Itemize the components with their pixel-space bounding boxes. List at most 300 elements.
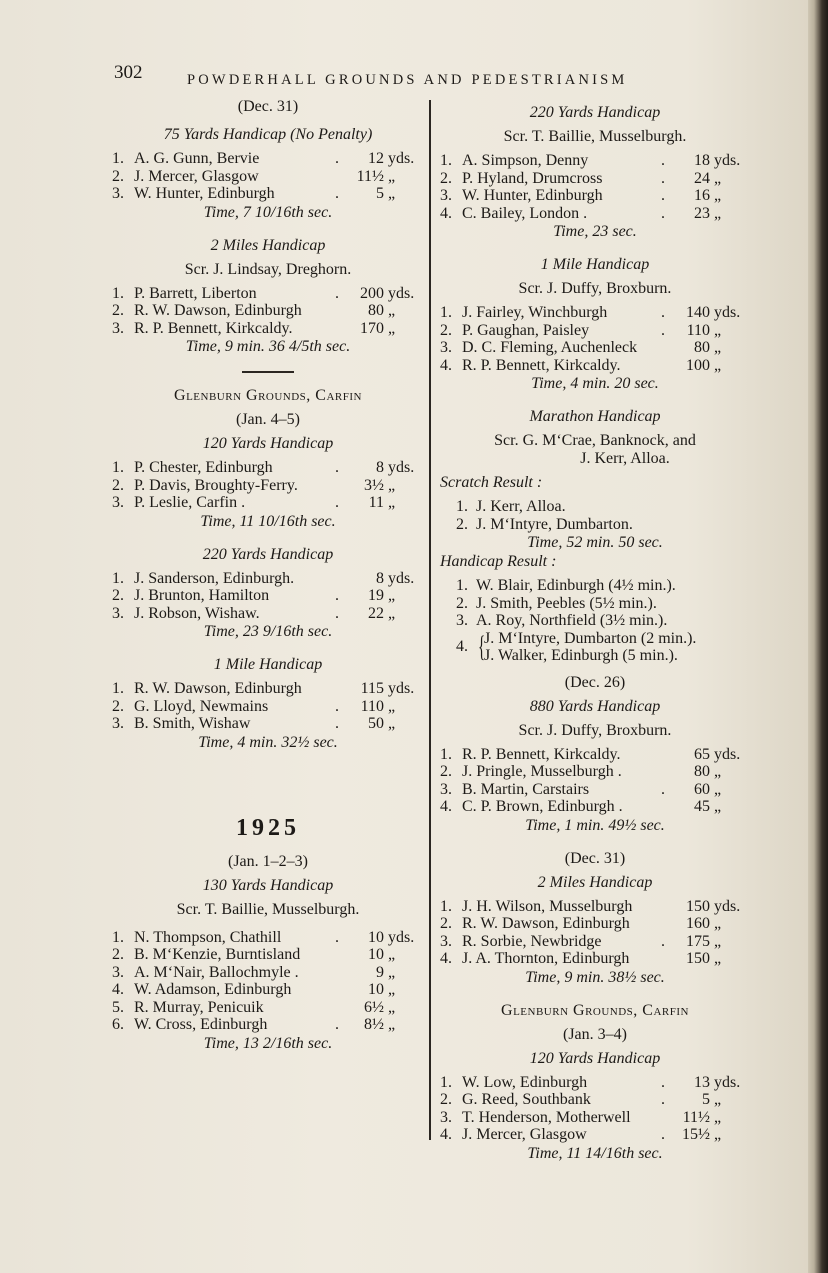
results-list [440, 898, 750, 968]
result-row [440, 781, 750, 799]
competitor-name: J. Mercer, Glasgow [462, 1126, 587, 1143]
time-line: Time, 7 10/16th sec. [203, 203, 333, 221]
brace-glyph: { [478, 629, 486, 663]
results-list [440, 1074, 750, 1144]
result-row [112, 999, 424, 1017]
competitor-name: J. Brunton, Hamilton [134, 587, 270, 604]
competitor-name: P. Barrett, Liberton [134, 284, 257, 302]
position-number: 1. [112, 284, 124, 302]
handicap-value: 18 [694, 152, 710, 169]
time-line: Time, 23 9/16th sec. [203, 623, 333, 640]
result-row [440, 798, 750, 816]
leader-dot: . [335, 494, 339, 511]
result-row [440, 516, 750, 534]
handicap-unit: „ [388, 319, 396, 337]
handicap-unit: „ [388, 981, 396, 998]
handicap-unit: „ [714, 915, 722, 932]
handicap-unit: „ [714, 321, 722, 339]
position-number: 2. [112, 476, 124, 494]
result-row [440, 152, 750, 170]
position-number: 2. [112, 302, 124, 319]
handicap-value: 13 [694, 1073, 710, 1091]
position-number: 2. [440, 169, 452, 187]
result-row [440, 1074, 750, 1092]
handicap-value: 23 [694, 204, 710, 222]
result-row [112, 964, 424, 982]
scratch-line: Scr. J. Lindsay, Dreghorn. [184, 260, 352, 278]
handicap-result-label: Handicap Result : [440, 553, 557, 570]
competitor-name: W. Hunter, Edinburgh [462, 187, 603, 204]
position-number: 2. [440, 321, 452, 339]
time-line: Time, 52 min. 50 sec. [527, 534, 663, 551]
position-number: 2. [456, 515, 468, 533]
handicap-unit: „ [388, 494, 396, 511]
result-row [112, 285, 424, 303]
handicap-value: 8 [376, 569, 384, 587]
result-row [112, 1016, 424, 1034]
handicap-value: 19 [368, 587, 384, 604]
tie-line: J. M‘Intyre, Dumbarton (2 min.). [484, 629, 697, 647]
handicap-value: 8 [376, 459, 384, 476]
event-title: 120 Yards Handicap [529, 1049, 661, 1067]
handicap-value: 50 [368, 715, 384, 732]
handicap-unit: „ [714, 356, 722, 374]
time-line: Time, 11 10/16th sec. [200, 512, 336, 530]
tie-lines [484, 630, 696, 664]
date-label: (Jan. 3–4) [563, 1025, 627, 1043]
right-column [440, 104, 750, 1164]
tie-line: J. Walker, Edinburgh (5 min.). [484, 646, 678, 664]
competitor-name: P. Hyland, Drumcross [462, 169, 603, 187]
result-row [440, 187, 750, 205]
result-row [440, 304, 750, 322]
position-number: 1. [440, 1073, 452, 1091]
result-row [440, 170, 750, 188]
position-number: 2. [112, 697, 124, 715]
handicap-unit: „ [714, 1126, 722, 1143]
handicap-unit: „ [388, 697, 396, 715]
handicap-unit: „ [388, 476, 396, 494]
position-number: 3. [112, 604, 124, 622]
position-number: 4. [440, 798, 452, 815]
competitor-name: G. Reed, Southbank [462, 1091, 591, 1108]
handicap-value: 170 [360, 319, 384, 337]
event-title: 2 Miles Handicap [537, 873, 653, 891]
handicap-value: 10 [368, 928, 384, 946]
event-title: 2 Miles Handicap [210, 236, 326, 254]
results-list [112, 680, 424, 733]
competitor-name: R. P. Bennett, Kirkcaldy. [134, 319, 293, 337]
handicap-unit: „ [388, 998, 396, 1016]
position-number: 1. [112, 459, 124, 476]
leader-dot: . [335, 604, 339, 622]
event-title: 1 Mile Handicap [540, 256, 650, 273]
competitor-name: B. M‘Kenzie, Burntisland [134, 946, 301, 963]
result-row [112, 150, 424, 168]
competitor-name: J. Mercer, Glasgow [134, 167, 259, 185]
position-number: 2. [440, 915, 452, 932]
position-number: 2. [112, 167, 124, 185]
handicap-value: 5 [702, 1091, 710, 1108]
result-row [440, 1126, 750, 1144]
result-row [440, 950, 750, 968]
scratch-line: Scr. T. Baillie, Musselburgh. [176, 900, 360, 918]
handicap-value: 100 [686, 356, 710, 374]
results-list [112, 150, 424, 203]
time-line: Time, 13 2/16th sec. [203, 1034, 333, 1052]
time-line: Time, 1 min. 49½ sec. [525, 816, 665, 834]
competitor-name: P. Gaughan, Paisley [462, 321, 590, 339]
handicap-unit: yds. [714, 304, 741, 321]
competitor-name: A. M‘Nair, Ballochmyle . [134, 963, 299, 981]
position-number: 4. [440, 204, 452, 222]
leader-dot [328, 320, 346, 338]
handicap-value: 110 [686, 321, 710, 339]
scratch-line: Scr. G. M‘Crae, Banknock, and [494, 432, 696, 449]
competitor-name: P. Chester, Edinburgh [134, 459, 273, 476]
handicap-unit: „ [714, 1091, 722, 1108]
handicap-unit: yds. [388, 284, 415, 302]
leader-dot [328, 964, 346, 982]
result-row [112, 494, 424, 512]
position-number: 4. [440, 950, 452, 967]
running-head: POWDERHALL GROUNDS AND PEDESTRIANISM [187, 72, 628, 88]
handicap-value: 150 [686, 950, 710, 967]
handicap-unit: „ [714, 1108, 722, 1126]
competitor-name: G. Lloyd, Newmains [134, 697, 269, 715]
leader-dot: . [661, 204, 665, 222]
handicap-unit: „ [388, 1016, 396, 1033]
position-number: 1. [112, 569, 124, 587]
leader-dot [654, 1109, 672, 1127]
competitor-name: C. P. Brown, Edinburgh . [462, 798, 623, 815]
result-row [440, 205, 750, 223]
time-line: Time, 9 min. 36 4/5th sec. [185, 338, 351, 355]
handicap-value: 22 [368, 604, 384, 622]
competitor-name: W. Low, Edinburgh [462, 1073, 588, 1091]
handicap-unit: „ [388, 167, 396, 185]
result-text: A. Roy, Northfield (3½ min.). [476, 612, 668, 629]
results-list [112, 929, 424, 1034]
competitor-name: J. Robson, Wishaw. [134, 604, 260, 622]
scratch-line: Scr. T. Baillie, Musselburgh. [503, 128, 687, 145]
competitor-name: J. Sanderson, Edinburgh. [134, 569, 295, 587]
result-text: J. Kerr, Alloa. [476, 498, 566, 515]
handicap-unit: „ [388, 604, 396, 622]
handicap-unit: yds. [714, 897, 741, 915]
position-number: 4. [440, 1126, 452, 1143]
leader-dot: . [335, 1016, 339, 1033]
handicap-value: 110 [360, 697, 384, 715]
date-label: (Dec. 31) [564, 849, 626, 867]
leader-dot: . [661, 1073, 665, 1091]
leader-dot: . [335, 928, 339, 946]
result-row [440, 577, 750, 595]
result-row [112, 981, 424, 999]
handicap-unit: „ [388, 963, 396, 981]
handicap-value: 12 [368, 150, 384, 167]
position-number: 1. [456, 498, 468, 515]
handicap-unit: yds. [388, 680, 415, 697]
leader-dot [654, 915, 672, 933]
results-list [112, 459, 424, 512]
handicap-unit: „ [388, 302, 396, 319]
result-row [112, 302, 424, 320]
leader-dot: . [335, 150, 339, 167]
leader-dot: . [661, 780, 665, 798]
position-number: 2. [112, 587, 124, 604]
competitor-name: C. Bailey, London . [462, 204, 588, 222]
leader-dot: . [661, 304, 665, 321]
position-number: 3. [112, 185, 124, 202]
result-row [440, 612, 750, 630]
handicap-unit: „ [388, 946, 396, 963]
competitor-name: A. Simpson, Denny [462, 152, 589, 169]
leader-dot [654, 339, 672, 357]
event-title: 1 Mile Handicap [213, 656, 323, 673]
handicap-unit: „ [714, 780, 722, 798]
competitor-name: J. H. Wilson, Musselburgh [462, 897, 633, 915]
position-number: 3. [440, 932, 452, 950]
position-number: 4. [440, 356, 452, 374]
results-list [440, 152, 750, 222]
leader-dot: . [335, 284, 339, 302]
position-number: 1. [112, 928, 124, 946]
results-list [112, 570, 424, 623]
competitor-name: D. C. Fleming, Auchenleck [462, 339, 638, 356]
time-line: Time, 9 min. 38½ sec. [525, 968, 665, 986]
event-title: Marathon Handicap [529, 408, 661, 425]
date-label: (Dec. 31) [237, 98, 299, 115]
result-row [440, 898, 750, 916]
result-row [440, 933, 750, 951]
competitor-name: W. Hunter, Edinburgh [134, 185, 275, 202]
handicap-unit: „ [714, 798, 722, 815]
result-row [112, 320, 424, 338]
event-title: 130 Yards Handicap [202, 876, 334, 894]
handicap-value: 10 [368, 981, 384, 998]
leader-dot [328, 680, 346, 698]
competitor-name: B. Smith, Wishaw [134, 715, 251, 732]
venue-heading: Glenburn Grounds, Carfin [501, 1001, 689, 1019]
competitor-name: R. P. Bennett, Kirkcaldy. [462, 356, 621, 374]
marathon-scratch-list [440, 498, 750, 533]
event-title: 220 Yards Handicap [202, 545, 334, 563]
competitor-name: P. Leslie, Carfin . [134, 494, 246, 511]
handicap-unit: yds. [388, 569, 415, 587]
column-divider [429, 100, 431, 1140]
scratch-line: Scr. J. Duffy, Broxburn. [518, 280, 672, 297]
handicap-value: 140 [686, 304, 710, 321]
handicap-unit: „ [714, 169, 722, 187]
result-row [112, 929, 424, 947]
handicap-unit: „ [714, 187, 722, 204]
result-row [440, 339, 750, 357]
result-row [112, 698, 424, 716]
result-row [112, 946, 424, 964]
event-title: 120 Yards Handicap [202, 435, 334, 452]
leader-dot [328, 570, 346, 588]
handicap-unit: „ [388, 587, 396, 604]
position-number: 3. [440, 780, 452, 798]
position-number: 1. [440, 152, 452, 169]
leader-dot [654, 763, 672, 781]
result-row [440, 1109, 750, 1127]
position-number: 3. [456, 612, 468, 629]
position-number: 5. [112, 998, 124, 1016]
date-label: (Jan. 1–2–3) [228, 852, 308, 870]
handicap-value: 175 [686, 932, 710, 950]
result-row [112, 587, 424, 605]
handicap-unit: yds. [388, 928, 415, 946]
leader-dot: . [661, 187, 665, 204]
handicap-value: 80 [694, 763, 710, 780]
scratch-line: Scr. J. Duffy, Broxburn. [518, 721, 672, 739]
position-number: 1. [112, 680, 124, 697]
competitor-name: R. W. Dawson, Edinburgh [462, 915, 630, 932]
tie-entry [440, 630, 750, 664]
leader-dot: . [661, 321, 665, 339]
handicap-unit: yds. [714, 152, 741, 169]
position-number: 3. [440, 187, 452, 204]
handicap-unit: „ [714, 932, 722, 950]
result-row [440, 498, 750, 516]
leader-dot: . [661, 152, 665, 169]
result-row [440, 763, 750, 781]
handicap-unit: yds. [388, 459, 415, 476]
leader-dot [328, 981, 346, 999]
position-number: 1. [456, 577, 468, 594]
handicap-value: 5 [376, 185, 384, 202]
time-line: Time, 4 min. 32½ sec. [198, 733, 338, 751]
result-row [440, 915, 750, 933]
handicap-value: 10 [368, 946, 384, 963]
handicap-value: 8½ [364, 1016, 384, 1033]
event-title: 880 Yards Handicap [529, 697, 661, 715]
result-text: W. Blair, Edinburgh (4½ min.). [476, 577, 676, 594]
position-number: 3. [440, 339, 452, 356]
position-number: 6. [112, 1016, 124, 1033]
marathon-handicap-list [440, 577, 750, 630]
position-number: 3. [440, 1108, 452, 1126]
position-number: 1. [112, 150, 124, 167]
competitor-name: R. Murray, Penicuik [134, 998, 264, 1016]
leader-dot: . [661, 169, 665, 187]
leader-dot [654, 798, 672, 816]
handicap-value: 3½ [364, 476, 384, 494]
competitor-name: W. Adamson, Edinburgh [134, 981, 292, 998]
tie-position: 4. [456, 637, 468, 655]
event-title: 75 Yards Handicap (No Penalty) [163, 126, 373, 143]
leader-dot: . [335, 459, 339, 476]
result-row [112, 185, 424, 203]
handicap-value: 45 [694, 798, 710, 815]
result-row [440, 1091, 750, 1109]
handicap-unit: yds. [714, 1073, 741, 1091]
handicap-value: 80 [694, 339, 710, 356]
handicap-value: 9 [376, 963, 384, 981]
competitor-name: T. Henderson, Motherwell [462, 1108, 631, 1126]
handicap-unit: „ [388, 185, 396, 202]
results-list [440, 746, 750, 816]
result-row [112, 715, 424, 733]
handicap-value: 200 [360, 284, 384, 302]
position-number: 4. [112, 981, 124, 998]
competitor-name: J. Pringle, Musselburgh . [462, 763, 622, 780]
leader-dot: . [661, 1126, 665, 1143]
handicap-unit: yds. [388, 150, 415, 167]
leader-dot [654, 357, 672, 375]
year-heading: 1925 [236, 814, 300, 841]
venue-heading: Glenburn Grounds, Carfin [174, 387, 362, 404]
leader-dot: . [335, 587, 339, 604]
leader-dot: . [335, 697, 339, 715]
result-row [112, 168, 424, 186]
result-row [440, 322, 750, 340]
page-number: 302 [114, 62, 143, 83]
handicap-unit: „ [714, 339, 722, 356]
position-number: 1. [440, 745, 452, 763]
result-row [112, 605, 424, 623]
competitor-name: R. Sorbie, Newbridge [462, 932, 602, 950]
handicap-value: 11 [368, 494, 384, 511]
position-number: 1. [440, 304, 452, 321]
position-number: 2. [112, 946, 124, 963]
left-column [112, 98, 424, 1054]
handicap-value: 11½ [682, 1108, 710, 1126]
handicap-value: 60 [694, 780, 710, 798]
position-number: 3. [112, 494, 124, 511]
handicap-value: 115 [360, 680, 384, 697]
handicap-value: 80 [368, 302, 384, 319]
date-label: (Jan. 4–5) [236, 411, 300, 428]
handicap-value: 160 [686, 915, 710, 932]
handicap-value: 15½ [682, 1126, 710, 1143]
result-text: J. M‘Intyre, Dumbarton. [476, 515, 633, 533]
competitor-name: R. P. Bennett, Kirkcaldy. [462, 745, 621, 763]
result-row [112, 680, 424, 698]
position-number: 1. [440, 897, 452, 915]
leader-dot [328, 946, 346, 964]
competitor-name: N. Thompson, Chathill [134, 928, 282, 946]
book-edge [808, 0, 828, 1273]
leader-dot [328, 168, 346, 186]
position-number: 2. [440, 1091, 452, 1108]
time-line: Time, 4 min. 20 sec. [531, 375, 659, 392]
result-text: J. Smith, Peebles (5½ min.). [476, 594, 657, 612]
handicap-value: 150 [686, 897, 710, 915]
leader-dot [328, 477, 346, 495]
leader-dot: . [661, 932, 665, 950]
scratch-result-label: Scratch Result : [440, 474, 543, 491]
position-number: 2. [440, 763, 452, 780]
event-title: 220 Yards Handicap [529, 104, 661, 121]
handicap-unit: „ [388, 715, 396, 732]
time-line: Time, 11 14/16th sec. [527, 1144, 663, 1162]
handicap-value: 11½ [356, 167, 384, 185]
handicap-value: 16 [694, 187, 710, 204]
result-row [112, 570, 424, 588]
leader-dot [654, 950, 672, 968]
result-row [112, 459, 424, 477]
results-list [112, 285, 424, 338]
handicap-unit: „ [714, 763, 722, 780]
competitor-name: J. Fairley, Winchburgh [462, 304, 608, 321]
position-number: 2. [456, 594, 468, 612]
position-number: 3. [112, 319, 124, 337]
leader-dot [328, 999, 346, 1017]
competitor-name: W. Cross, Edinburgh [134, 1016, 268, 1033]
